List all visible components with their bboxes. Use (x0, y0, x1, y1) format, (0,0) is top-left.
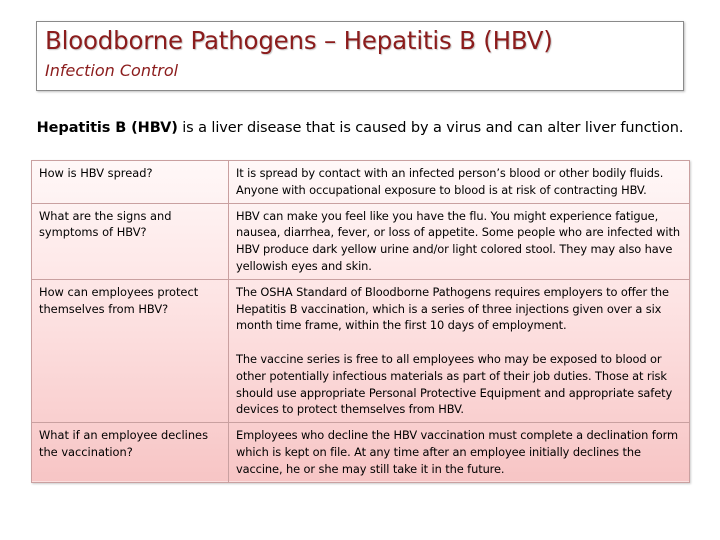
slide-subtitle: Infection Control (45, 61, 179, 80)
intro-bold-term: Hepatitis B (HBV) (36, 120, 178, 136)
intro-text: is a liver disease that is caused by a virus and can alter liver function. (177, 120, 684, 136)
answer-cell (229, 423, 690, 482)
answer-paragraph: The vaccine series is free to all employees who may be exposed to blood or other potentially infectious materials as part of their job duties. Those at risk should use appropriate Personal Protective Equipment and appropriate safety devices to protect themselves from HBV. (236, 351, 673, 417)
title-box (36, 21, 684, 91)
question-cell: How can employees protect themselves from HBV? (32, 279, 229, 422)
table-row (32, 161, 690, 204)
table-row (32, 203, 690, 279)
answer-paragraph: The OSHA Standard of Bloodborne Pathogens requires employers to offer the Hepatitis B vaccination, which is a series of three injections given over a six month time frame, within the first 10 days of employment. (236, 284, 669, 333)
answer-cell (229, 203, 690, 279)
answer-cell (229, 279, 690, 422)
question-cell: What are the signs and symptoms of HBV? (32, 203, 229, 279)
answer-paragraph: Employees who decline the HBV vaccination must complete a declination form which is kept on file. At any time after an employee initially declines the vaccine, he or she may still take it in the future. (236, 428, 678, 476)
question-cell: How is HBV spread? (32, 161, 229, 204)
answer-paragraph: It is spread by contact with an infected person’s blood or other bodily fluids. Anyone with occupational exposure to blood is at risk of contracting HBV. (236, 166, 664, 197)
answer-cell (229, 161, 690, 204)
intro-sentence (0, 120, 720, 136)
question-cell: What if an employee declines the vaccination? (32, 423, 229, 482)
answer-paragraph: HBV can make you feel like you have the flu. You might experience fatigue, nausea, diarrhea, fever, or loss of appetite. Some people who are infected with HBV produce dark yellow urine and/or light colored stool. They may also have yellowish eyes and skin. (236, 208, 680, 273)
hbv-info-table (31, 160, 690, 483)
slide-title: Bloodborne Pathogens – Hepatitis B (HBV) (45, 26, 553, 55)
table-row (32, 279, 690, 422)
table-row (32, 423, 690, 482)
